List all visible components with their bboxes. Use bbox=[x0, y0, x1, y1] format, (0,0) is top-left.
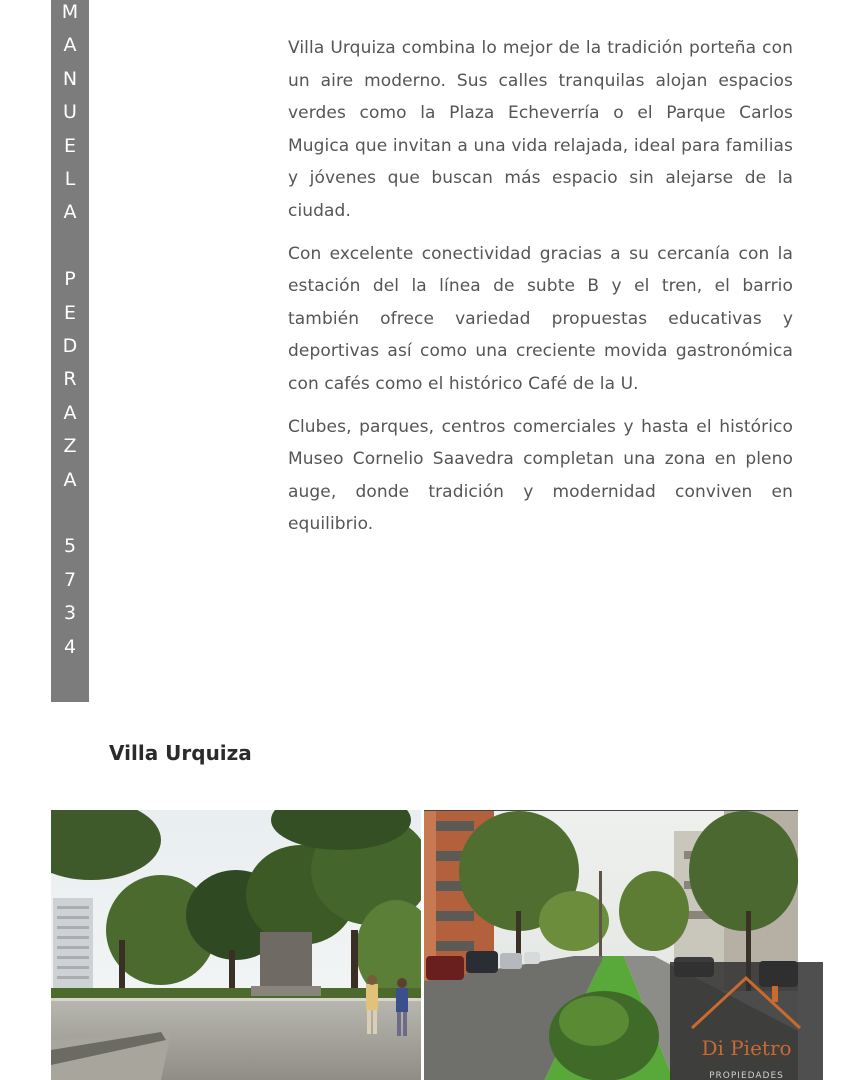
banner-letter: E bbox=[63, 134, 76, 157]
banner-letter: M bbox=[61, 1, 79, 23]
banner-letter: D bbox=[62, 335, 78, 357]
article-body bbox=[288, 32, 793, 551]
banner-letter: 5 bbox=[63, 535, 77, 558]
banner-letter: N bbox=[62, 67, 78, 90]
park-photo bbox=[51, 810, 421, 1080]
banner-letter: R bbox=[63, 368, 77, 391]
banner-letter: A bbox=[63, 468, 77, 491]
section-title: Villa Urquiza bbox=[109, 741, 252, 765]
banner-letter: Z bbox=[63, 435, 77, 458]
banner-letter: 4 bbox=[63, 635, 77, 658]
di-pietro-logo bbox=[670, 962, 823, 1080]
banner-letter: P bbox=[64, 268, 76, 291]
banner-letter: 3 bbox=[63, 602, 77, 625]
banner-letter: 7 bbox=[63, 568, 77, 591]
article-paragraph-3: Clubes, parques, centros comerciales y hasta el histórico Museo Cornelio Saavedra completan una zona en pleno auge, donde tradición y modernidad conviven en equilibrio. bbox=[288, 416, 793, 535]
banner-letter: U bbox=[63, 101, 77, 124]
logo-name: Di Pietro bbox=[701, 1036, 792, 1060]
banner-letter: L bbox=[64, 168, 76, 190]
banner-letter: A bbox=[63, 34, 77, 57]
logo-subtitle: PROPIEDADES bbox=[709, 1071, 784, 1080]
article-paragraph-2: Con excelente conectividad gracias a su cercanía con la estación del la línea de subte B y el tren, el barrio también ofrece variedad propuestas educativas y deportivas así como una creciente movida gastronómica con cafés como el histórico Café de la U. bbox=[288, 243, 793, 394]
banner-letter: A bbox=[63, 401, 77, 424]
banner-letter: A bbox=[63, 201, 77, 224]
house-roof-icon bbox=[670, 962, 823, 1042]
article-paragraph-1: Villa Urquiza combina lo mejor de la tradición porteña con un aire moderno. Sus calles tranquilas alojan espacios verdes como la Plaza Echeverría o el Parque Carlos Mugica que invitan a una vida relajada, ideal para familias y jóvenes que buscan más espacio sin alejarse de la ciudad. bbox=[288, 38, 793, 221]
vertical-name-banner bbox=[51, 0, 89, 702]
banner-letter: E bbox=[63, 301, 76, 324]
